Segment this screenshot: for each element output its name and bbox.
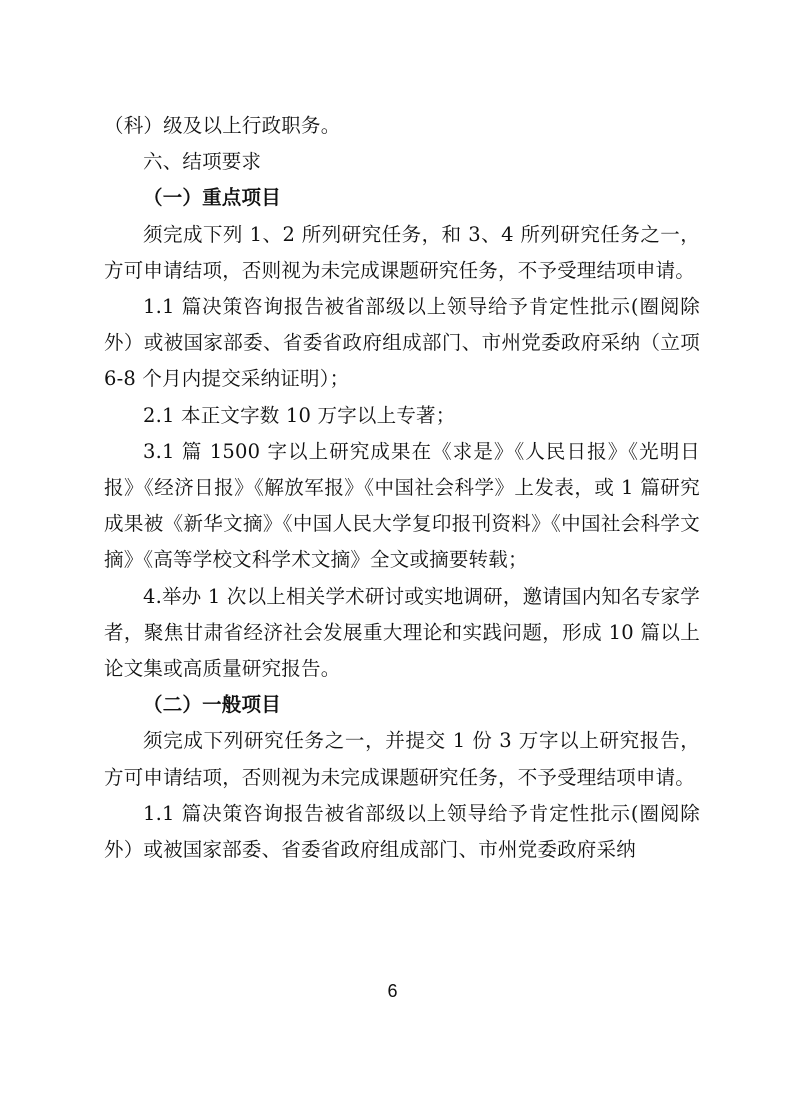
subsection-heading-general-projects: （二）一般项目 bbox=[143, 693, 281, 717]
subsection-heading-key-projects: （一）重点项目 bbox=[143, 186, 281, 210]
list-item-paragraph: 1.1 篇决策咨询报告被省部级以上领导给予肯定性批示(圈阅除外）或被国家部委、省委省政府组成部门、市州党委政府采纳（立项 6-8 个月内提交采纳证明）； bbox=[104, 295, 700, 391]
continuation-paragraph: （科）级及以上行政职务。 bbox=[104, 114, 341, 137]
list-item-paragraph: 2.1 本正文字数 10 万字以上专著； bbox=[143, 403, 456, 427]
list-item-paragraph: 3.1 篇 1500 字以上研究成果在《求是》《人民日报》《光明日报》《经济日报》《解放军报》《中国社会科学》上发表，或 1 篇研究成果被《新华文摘》《中国人民大学复印报刊资料》《中国社会科学文摘》《高等学校文科学术文摘》全文或摘要转载； bbox=[104, 439, 700, 572]
body-paragraph: 须完成下列研究任务之一，并提交 1 份 3 万字以上研究报告，方可申请结项，否则视为未完成课题研究任务，不予受理结项申请。 bbox=[104, 729, 700, 789]
page-number: 6 bbox=[387, 981, 398, 1001]
list-item-paragraph: 1.1 篇决策咨询报告被省部级以上领导给予肯定性批示(圈阅除外）或被国家部委、省委省政府组成部门、市州党委政府采纳 bbox=[104, 801, 700, 862]
document-body bbox=[104, 108, 700, 868]
list-item-paragraph: 4.举办 1 次以上相关学术研讨或实地调研，邀请国内知名专家学者，聚焦甘肃省经济社会发展重大理论和实践问题，形成 10 篇以上论文集或高质量研究报告。 bbox=[104, 584, 700, 681]
body-paragraph: 须完成下列 1、2 所列研究任务，和 3、4 所列研究任务之一，方可申请结项，否则视为未完成课题研究任务，不予受理结项申请。 bbox=[104, 222, 700, 282]
section-heading: 六、结项要求 bbox=[143, 150, 262, 174]
